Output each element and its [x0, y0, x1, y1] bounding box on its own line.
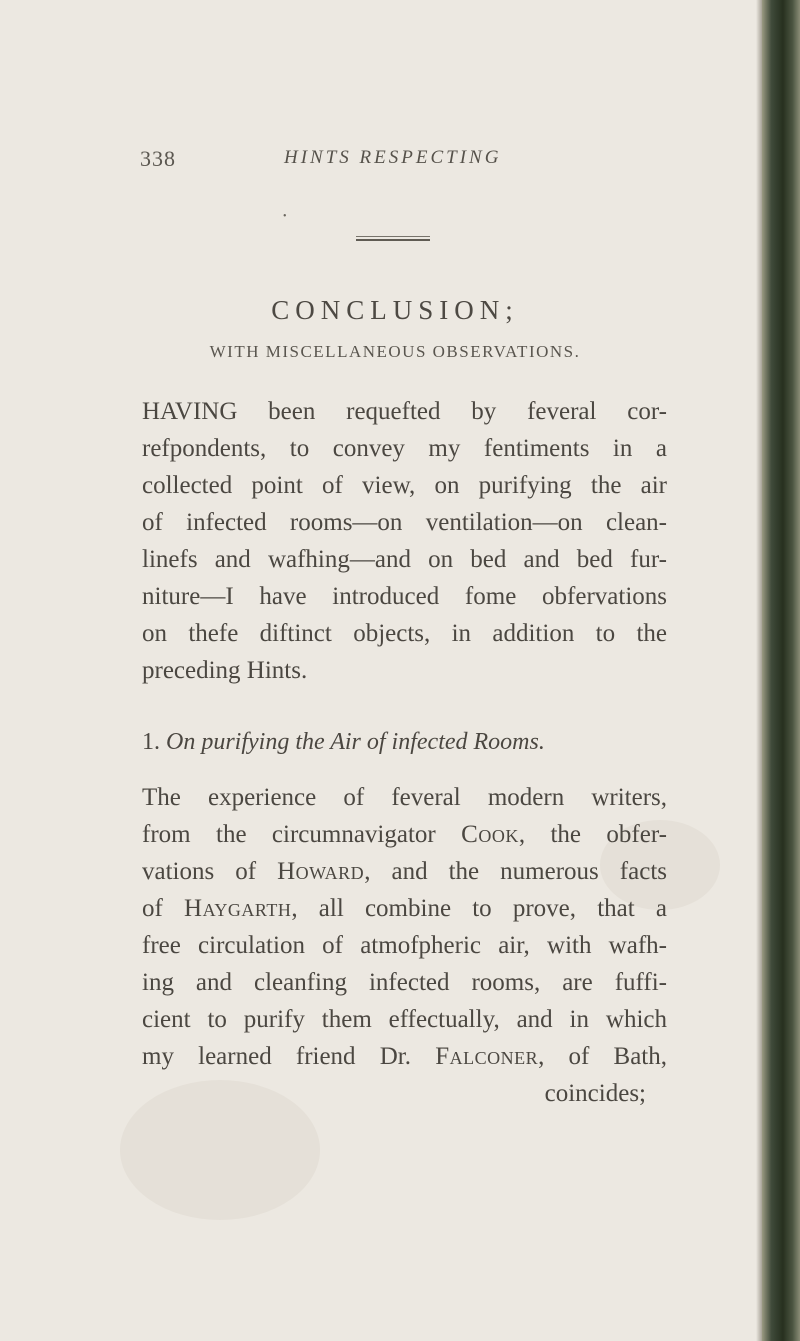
paragraph-line: my learned friend Dr. Falconer, of Bath,	[142, 1043, 668, 1070]
book-spine	[762, 0, 800, 1341]
name-cook: Cook	[461, 821, 519, 848]
ornamental-rule	[356, 236, 430, 242]
paragraph-line: from the circumnavigator Cook, the obfer-	[142, 821, 667, 848]
printer-mark: •	[283, 211, 287, 222]
page-number: 338	[140, 146, 176, 171]
section-heading-text: On purifying the Air of infected Rooms.	[166, 729, 545, 755]
paragraph-line: free circulation of atmofpheric air, with wafh-	[142, 932, 667, 959]
name-howard: Howard	[277, 858, 365, 885]
section-number: 1.	[142, 729, 160, 755]
chapter-title: CONCLUSION;	[271, 295, 519, 325]
paragraph-line: refpondents, to convey my fentiments in a	[142, 435, 667, 462]
page-header	[140, 146, 700, 176]
name-falconer: Falconer	[435, 1043, 539, 1070]
paragraph-line: vations of Howard, and the numerous facts	[142, 858, 667, 885]
paragraph-line: on thefe diftinct objects, in addition to the	[142, 620, 667, 647]
chapter-subtitle: WITH MISCELLANEOUS OBSERVATIONS.	[209, 342, 581, 361]
paragraph-line: of Haygarth, all combine to prove, that a	[142, 895, 667, 922]
paragraph-line: collected point of view, on purifying the air	[142, 472, 667, 499]
paragraph-line: niture—I have introduced fome obfervations	[142, 583, 667, 610]
paragraph-line: of infected rooms—on ventilation—on clean-	[142, 509, 667, 536]
name-haygarth: Haygarth	[184, 895, 292, 922]
paragraph-line: linefs and wafhing—and on bed and bed fur-	[142, 546, 667, 573]
section-heading	[142, 729, 545, 756]
paragraph-line: cient to purify them effectually, and in which	[142, 1006, 667, 1033]
paragraph-line: ing and cleanfing infected rooms, are fuffi-	[142, 969, 667, 996]
paragraph-line: preceding Hints.	[142, 657, 308, 684]
paragraph-line: HAVING been requefted by feveral cor-	[142, 398, 667, 425]
catchword: coincides;	[544, 1080, 646, 1107]
paper-stain	[120, 1080, 320, 1220]
running-head: HINTS RESPECTING	[284, 147, 502, 168]
paragraph-line: The experience of feveral modern writers,	[142, 784, 667, 811]
